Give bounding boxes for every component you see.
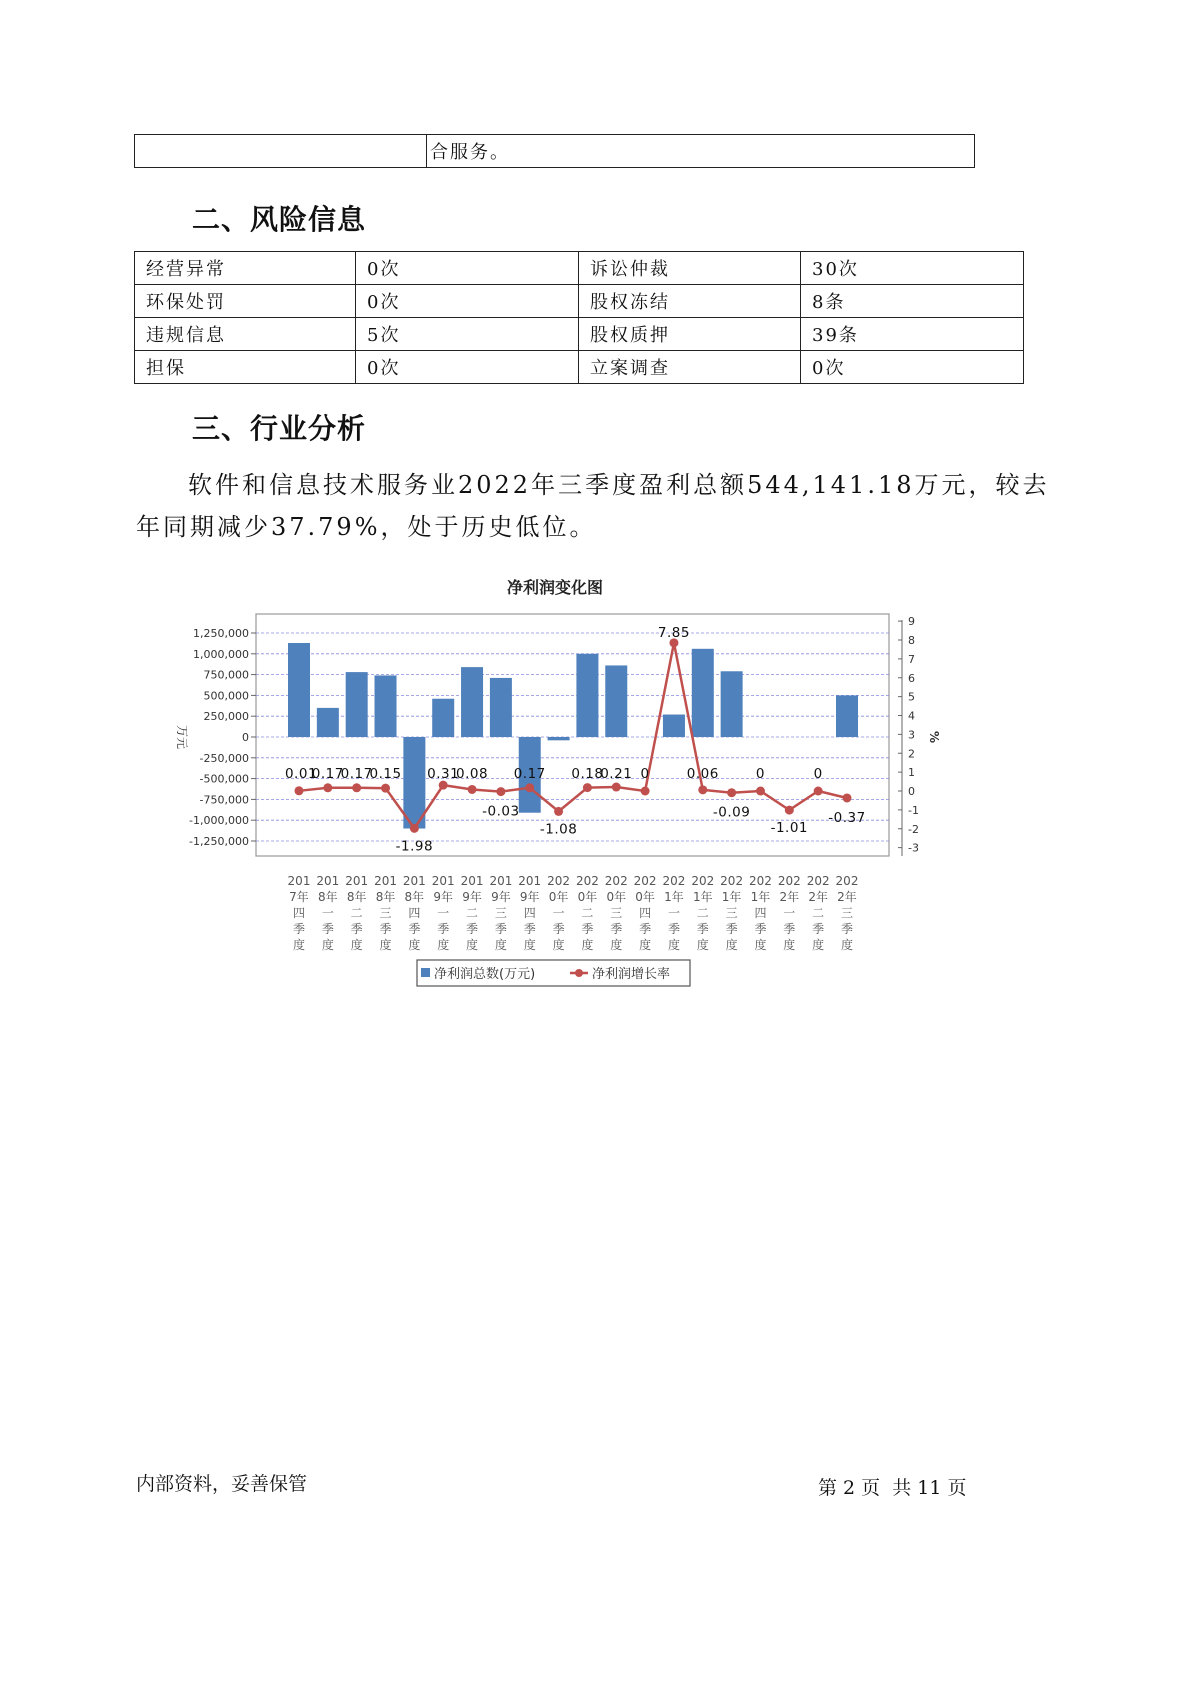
bar xyxy=(836,695,858,737)
growth-data-label: -1.08 xyxy=(539,821,578,838)
industry-heading: 三、行业分析 xyxy=(192,412,367,445)
risk-heading: 二、风险信息 xyxy=(192,203,367,236)
risk-table-row xyxy=(135,285,1024,318)
industry-paragraph-line2: 年同期减少37.79%，处于历史低位。 xyxy=(136,513,597,541)
x-category-label: 8年 xyxy=(318,890,338,904)
x-category-label: 季 xyxy=(552,922,565,936)
x-category-label: 季 xyxy=(667,922,680,936)
bar xyxy=(461,667,483,737)
left-axis-tick-label: -1,250,000 xyxy=(189,835,249,848)
growth-point xyxy=(641,787,650,796)
x-category-label: 四 xyxy=(639,906,652,920)
x-category-label: 9年 xyxy=(491,890,511,904)
x-category-label: 度 xyxy=(840,938,854,952)
right-axis-tick-label: 6 xyxy=(908,671,915,685)
x-category-label: 1年 xyxy=(692,890,713,904)
x-category-label: 季 xyxy=(321,922,334,936)
right-axis-title: % xyxy=(927,730,941,744)
left-axis-title: 万元 xyxy=(175,724,189,750)
x-category-label: 201 xyxy=(460,874,484,888)
x-category-label: 7年 xyxy=(289,890,309,904)
growth-data-label: -1.98 xyxy=(395,838,434,855)
chart-title: 净利润变化图 xyxy=(506,578,604,597)
x-category-label: 二 xyxy=(350,906,363,920)
x-category-label: 度 xyxy=(725,938,738,952)
right-axis-tick-label: 7 xyxy=(908,652,915,666)
x-category-label: 0年 xyxy=(577,890,598,904)
x-category-label: 一 xyxy=(437,906,450,920)
x-category-label: 201 xyxy=(431,874,455,888)
x-category-label: 二 xyxy=(696,906,709,920)
growth-data-label: -0.09 xyxy=(712,804,751,821)
x-category-label: 度 xyxy=(379,938,392,952)
bar xyxy=(490,678,512,737)
growth-point xyxy=(727,788,736,797)
x-category-label: 季 xyxy=(754,922,767,936)
left-axis-tick-label: -250,000 xyxy=(199,751,249,765)
risk-label-cell: 诉讼仲裁 xyxy=(579,252,801,285)
x-category-label: 0年 xyxy=(635,890,655,904)
bar xyxy=(692,649,714,737)
x-category-label: 202 xyxy=(604,874,628,888)
x-category-label: 9年 xyxy=(519,890,540,904)
x-category-label: 季 xyxy=(783,922,796,936)
x-category-label: 四 xyxy=(523,906,536,920)
growth-point xyxy=(843,793,852,802)
service-table-left-cell xyxy=(135,135,427,168)
growth-point xyxy=(756,787,765,796)
bar xyxy=(721,671,743,737)
left-axis-tick-label: 500,000 xyxy=(203,689,249,703)
x-category-label: 202 xyxy=(575,874,599,888)
risk-label-cell: 经营异常 xyxy=(135,252,356,285)
x-category-label: 202 xyxy=(806,874,830,888)
bar xyxy=(375,675,397,737)
x-category-label: 一 xyxy=(667,906,680,920)
bar xyxy=(605,665,627,737)
x-category-label: 201 xyxy=(316,874,340,888)
right-axis-tick-label: 4 xyxy=(908,709,915,723)
growth-point xyxy=(323,783,332,792)
service-table xyxy=(134,134,975,168)
x-category-label: 202 xyxy=(749,874,772,888)
x-category-label: 度 xyxy=(754,938,767,952)
x-category-label: 季 xyxy=(581,922,594,936)
x-category-label: 季 xyxy=(494,922,507,936)
legend-bar-label: 净利润总数(万元) xyxy=(434,967,536,982)
risk-label-cell: 立案调查 xyxy=(579,351,801,384)
x-category-label: 季 xyxy=(840,922,854,936)
growth-point xyxy=(496,787,505,796)
left-axis-tick-label: 1,250,000 xyxy=(193,627,249,640)
legend-line-label: 净利润增长率 xyxy=(592,967,671,982)
x-category-label: 0年 xyxy=(548,890,569,904)
x-category-label: 一 xyxy=(552,906,565,920)
right-axis-tick-label: 1 xyxy=(908,766,915,780)
x-category-label: 季 xyxy=(610,922,623,936)
x-category-label: 三 xyxy=(725,906,738,920)
x-category-label: 度 xyxy=(321,938,334,952)
x-category-label: 四 xyxy=(408,906,421,920)
x-category-label: 季 xyxy=(812,922,825,936)
x-category-label: 9年 xyxy=(462,890,482,904)
risk-label-cell: 股权质押 xyxy=(579,318,801,351)
growth-data-label: 0 xyxy=(813,766,823,782)
risk-table-row xyxy=(135,252,1024,285)
x-category-label: 一 xyxy=(783,906,796,920)
x-category-label: 8年 xyxy=(346,890,367,904)
right-axis-tick-label: 8 xyxy=(908,634,915,647)
x-category-label: 度 xyxy=(667,938,680,952)
x-category-label: 202 xyxy=(547,874,571,888)
x-category-label: 季 xyxy=(408,922,421,936)
risk-value-cell: 8条 xyxy=(801,285,1024,318)
x-category-label: 2年 xyxy=(837,890,857,904)
growth-data-label: 0.17 xyxy=(340,766,373,782)
growth-data-label: 0.21 xyxy=(600,766,633,782)
right-axis-tick-label: -3 xyxy=(908,841,919,855)
x-category-label: 201 xyxy=(345,874,369,888)
x-category-label: 季 xyxy=(437,922,450,936)
right-axis-tick-label: 3 xyxy=(908,728,915,742)
x-category-label: 一 xyxy=(321,906,334,920)
footer-page-number: 第 2 页 共 11 页 xyxy=(818,1477,967,1499)
x-category-label: 201 xyxy=(287,874,311,888)
growth-point xyxy=(785,806,794,815)
x-category-label: 度 xyxy=(696,938,709,952)
growth-point xyxy=(352,783,361,792)
x-category-label: 度 xyxy=(552,938,565,952)
x-category-label: 202 xyxy=(777,874,801,888)
x-category-label: 2年 xyxy=(808,890,828,904)
x-category-label: 201 xyxy=(402,874,426,888)
bar xyxy=(432,699,454,737)
right-axis-tick-label: 5 xyxy=(908,690,915,704)
bar xyxy=(317,708,339,737)
growth-data-label: 7.85 xyxy=(657,624,690,641)
x-category-label: 季 xyxy=(639,922,652,936)
growth-point xyxy=(554,807,563,816)
left-axis-tick-label: 1,000,000 xyxy=(193,647,249,661)
growth-point xyxy=(612,783,621,792)
left-axis-tick-label: -1,000,000 xyxy=(189,814,249,828)
industry-paragraph-line1: 软件和信息技术服务业2022年三季度盈利总额544,141.18万元，较去 xyxy=(188,471,1050,499)
x-category-label: 三 xyxy=(379,906,392,920)
growth-point xyxy=(410,824,419,833)
risk-label-cell: 担保 xyxy=(135,351,356,384)
x-category-label: 202 xyxy=(691,874,715,888)
growth-point xyxy=(583,783,592,792)
risk-value-cell: 0次 xyxy=(356,252,579,285)
x-category-label: 202 xyxy=(720,874,744,888)
x-category-label: 度 xyxy=(610,938,623,952)
risk-value-cell: 0次 xyxy=(356,285,579,318)
x-category-label: 三 xyxy=(840,906,854,920)
service-table-right-cell: 合服务。 xyxy=(427,135,975,168)
x-category-label: 季 xyxy=(292,922,306,936)
x-category-label: 1年 xyxy=(750,890,771,904)
growth-data-label: 0.18 xyxy=(571,766,604,782)
growth-point xyxy=(295,786,304,795)
bar xyxy=(288,643,310,737)
risk-table-row xyxy=(135,318,1024,351)
x-category-label: 度 xyxy=(783,938,796,952)
growth-point xyxy=(814,787,823,796)
x-category-label: 二 xyxy=(581,906,594,920)
bar xyxy=(346,672,368,737)
risk-label-cell: 违规信息 xyxy=(135,318,356,351)
growth-data-label: 0.06 xyxy=(686,766,719,782)
growth-data-label: 0.08 xyxy=(456,766,489,782)
x-category-label: 二 xyxy=(466,906,479,920)
x-category-label: 度 xyxy=(408,938,421,952)
x-category-label: 度 xyxy=(494,938,507,952)
x-category-label: 四 xyxy=(754,906,767,920)
x-category-label: 1年 xyxy=(721,890,742,904)
net-profit-chart xyxy=(160,568,960,988)
growth-data-label: -1.01 xyxy=(770,820,809,837)
x-category-label: 三 xyxy=(610,906,623,920)
x-category-label: 度 xyxy=(466,938,479,952)
left-axis-tick-label: 250,000 xyxy=(203,710,249,724)
x-category-label: 度 xyxy=(292,938,306,952)
right-axis-tick-label: 2 xyxy=(908,747,915,761)
legend-line-marker xyxy=(575,969,583,977)
x-category-label: 度 xyxy=(523,938,536,952)
x-category-label: 202 xyxy=(633,874,657,888)
left-axis-tick-label: -750,000 xyxy=(199,793,249,807)
x-category-label: 度 xyxy=(581,938,594,952)
bar xyxy=(548,737,570,740)
risk-label-cell: 环保处罚 xyxy=(135,285,356,318)
x-category-label: 1年 xyxy=(664,890,684,904)
right-axis-tick-label: 0 xyxy=(908,785,915,798)
growth-data-label: -0.37 xyxy=(828,809,866,826)
risk-table-row xyxy=(135,351,1024,384)
x-category-label: 度 xyxy=(639,938,652,952)
growth-data-label: 0.31 xyxy=(427,766,460,782)
x-category-label: 三 xyxy=(494,906,507,920)
right-axis-tick-label: -1 xyxy=(908,803,919,817)
bar xyxy=(663,715,685,737)
growth-data-label: 0.15 xyxy=(369,766,402,782)
x-category-label: 2年 xyxy=(779,890,800,904)
right-axis-tick-label: 9 xyxy=(908,615,915,629)
x-category-label: 度 xyxy=(812,938,825,952)
x-category-label: 季 xyxy=(466,922,479,936)
x-category-label: 8年 xyxy=(404,890,425,904)
growth-data-label: 0 xyxy=(640,766,650,782)
x-category-label: 季 xyxy=(523,922,536,936)
x-category-label: 季 xyxy=(696,922,709,936)
x-category-label: 201 xyxy=(518,874,542,888)
growth-data-label: 0 xyxy=(755,766,766,782)
growth-point xyxy=(698,785,707,794)
right-axis-tick-label: -2 xyxy=(908,822,919,836)
risk-table xyxy=(134,251,1024,384)
footer-left: 内部资料，妥善保管 xyxy=(136,1473,308,1495)
x-category-label: 201 xyxy=(489,874,513,888)
x-category-label: 202 xyxy=(835,874,859,888)
risk-value-cell: 39条 xyxy=(801,318,1024,351)
x-category-label: 9年 xyxy=(433,890,454,904)
risk-value-cell: 30次 xyxy=(801,252,1024,285)
left-axis-tick-label: 0 xyxy=(242,731,249,744)
legend-bar-swatch xyxy=(421,968,430,977)
risk-value-cell: 0次 xyxy=(801,351,1024,384)
risk-value-cell: 5次 xyxy=(356,318,579,351)
x-category-label: 202 xyxy=(662,874,686,888)
growth-point xyxy=(468,785,477,794)
x-category-label: 201 xyxy=(374,874,397,888)
growth-data-label: 0.17 xyxy=(311,766,344,782)
risk-value-cell: 0次 xyxy=(356,351,579,384)
bar xyxy=(576,654,598,737)
x-category-label: 季 xyxy=(379,922,392,936)
x-category-label: 度 xyxy=(437,938,450,952)
x-category-label: 0年 xyxy=(606,890,627,904)
growth-point xyxy=(381,784,390,793)
x-category-label: 二 xyxy=(812,906,825,920)
left-axis-tick-label: 750,000 xyxy=(203,668,249,682)
growth-data-label: 0.17 xyxy=(513,766,546,782)
growth-data-label: 0.01 xyxy=(284,766,318,782)
x-category-label: 季 xyxy=(725,922,738,936)
x-category-label: 8年 xyxy=(375,890,396,904)
x-category-label: 度 xyxy=(350,938,363,952)
growth-data-label: -0.03 xyxy=(482,803,520,820)
x-category-label: 季 xyxy=(350,922,363,936)
growth-point xyxy=(525,783,534,792)
risk-label-cell: 股权冻结 xyxy=(579,285,801,318)
x-category-label: 四 xyxy=(292,906,306,920)
left-axis-tick-label: -500,000 xyxy=(199,772,249,786)
